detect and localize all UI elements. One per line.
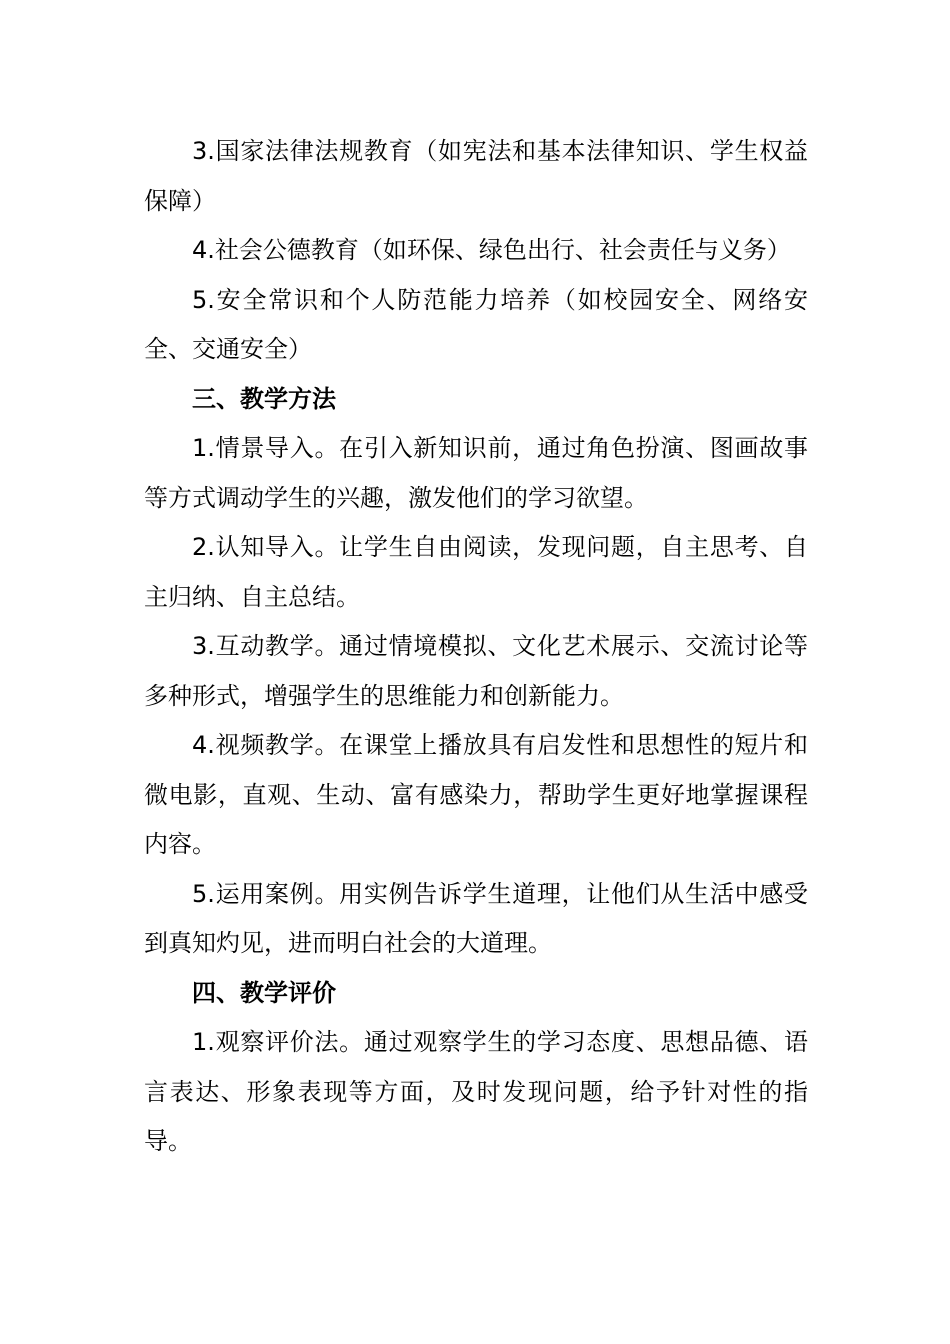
paragraph-case-study: 5.运用案例。用实例告诉学生道理，让他们从生活中感受到真知灼见，进而明白社会的大道理。 xyxy=(144,879,808,957)
paragraph-cognitive-intro: 2.认知导入。让学生自由阅读，发现问题，自主思考、自主归纳、自主总结。 xyxy=(144,533,808,611)
paragraph-safety-knowledge: 5.安全常识和个人防范能力培养（如校园安全、网络安全、交通安全） xyxy=(144,285,808,363)
section-heading-teaching-evaluation: 四、教学评价 xyxy=(192,978,336,1007)
paragraph-observation-evaluation: 1.观察评价法。通过观察学生的学习态度、思想品德、语言表达、形象表现等方面，及时发现问题，给予针对性的指导。 xyxy=(144,1028,808,1155)
paragraph-video-teaching: 4.视频教学。在课堂上播放具有启发性和思想性的短片和微电影，直观、生动、富有感染力，帮助学生更好地掌握课程内容。 xyxy=(144,731,808,858)
paragraph-law-education: 3.国家法律法规教育（如宪法和基本法律知识、学生权益保障） xyxy=(144,137,808,215)
paragraph-scenario-intro: 1.情景导入。在引入新知识前，通过角色扮演、图画故事等方式调动学生的兴趣，激发他们的学习欲望。 xyxy=(144,434,808,512)
document-page xyxy=(144,127,808,1167)
paragraph-interactive-teaching: 3.互动教学。通过情境模拟、文化艺术展示、交流讨论等多种形式，增强学生的思维能力和创新能力。 xyxy=(144,632,808,710)
paragraph-social-ethics: 4.社会公德教育（如环保、绿色出行、社会责任与义务） xyxy=(192,236,791,264)
section-heading-teaching-methods: 三、教学方法 xyxy=(192,384,336,413)
